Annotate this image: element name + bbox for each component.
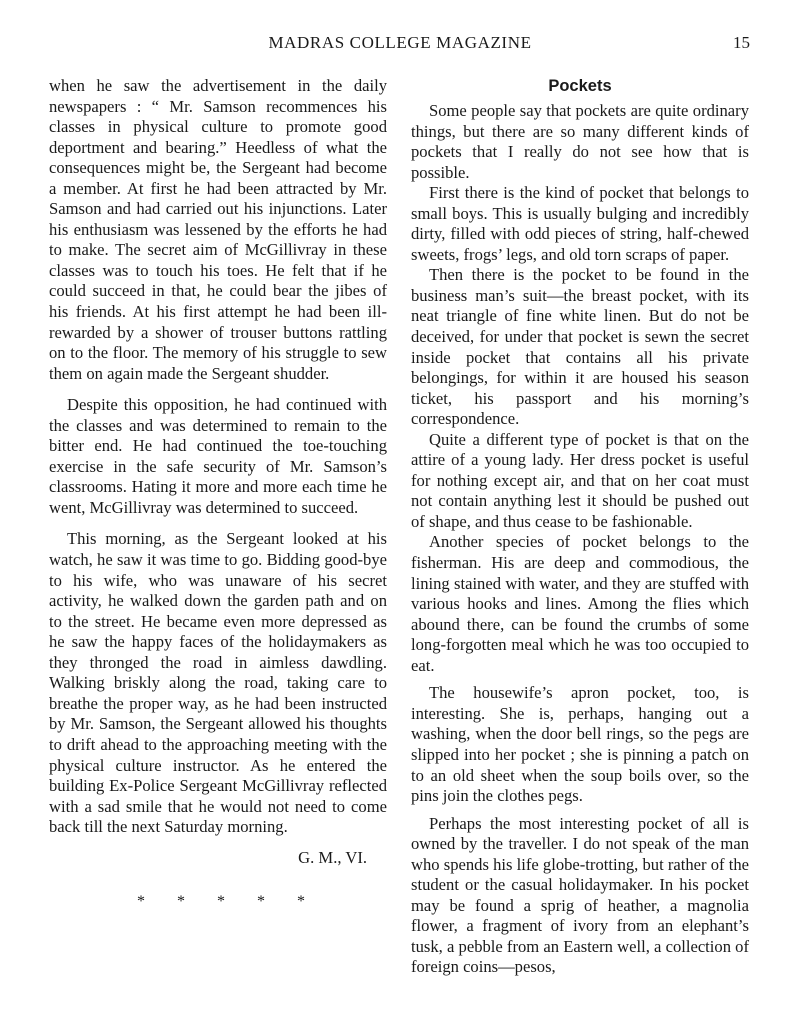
article-paragraph: The housewife’s apron pocket, too, is interesting. She is, perhaps, hanging out a washing, when the door bell rings, so the pegs are slipped into her pocket ; she is pinning a patch on to an old sheet when the soup boils over, so the pins join the clothes pegs. (411, 683, 749, 806)
left-column (49, 76, 387, 911)
article-paragraph: Then there is the pocket to be found in the business man’s suit—the breast pocket, with its neat triangle of fine white linen. But do not be deceived, for under that pocket is sewn the secret inside pocket that contains all his private belongings, for within it are housed his season ticket, his passport and his morning’s correspondence. (411, 265, 749, 429)
page-header (0, 33, 800, 57)
story-paragraph: Despite this opposition, he had continued with the classes and was determined to remain to the bitter end. He had continued the toe-touching exercise in the safe security of Mr. Samson’s classrooms. Hating it more and more each time he went, McGillivray was determined to succeed. (49, 395, 387, 517)
article-paragraph: First there is the kind of pocket that belongs to small boys. This is usually bulging and incredibly dirty, filled with odd pieces of string, half-chewed sweets, frogs’ legs, and old torn scraps of paper. (411, 183, 749, 264)
right-column (411, 76, 749, 978)
article-paragraph: Quite a different type of pocket is that on the attire of a young lady. Her dress pocket is useful for nothing except air, and that on her coat must not contain anything lest it should be pushed out of shape, and thus cease to be fashionable. (411, 429, 749, 531)
article-paragraph: Some people say that pockets are quite ordinary things, but there are so many different kinds of pockets that I really do not see how that is possible. (411, 101, 749, 182)
article-paragraph: Perhaps the most interesting pocket of all is owned by the traveller. I do not speak of the man who spends his life globe-trotting, but rather of the student or the casual holidaymaker. In his pocket may be found a sprig of heather, a magnolia flower, a fragment of ivory from an elephant’s tusk, a pebble from an Eastern well, a collection of foreign coins—pesos, (411, 813, 749, 977)
section-divider-asterisks: * * * * * (137, 892, 319, 910)
article-paragraph: Another species of pocket belongs to the fisherman. His are deep and commodious, the lining stained with water, and they are stuffed with various hooks and lines. Among the flies which abound there, can be found the crumbs of some long-forgotten meal which he was too occupied to eat. (411, 532, 749, 675)
magazine-title: MADRAS COLLEGE MAGAZINE (268, 33, 532, 52)
story-paragraph: when he saw the advertisement in the daily newspapers : “ Mr. Samson recommences his classes in physical culture to promote good deportment and bearing.” Heedless of what the consequences might be, the Sergeant had become a member. At first he had been attracted by Mr. Samson and had carried out his injunctions. Later his enthusiasm was lessened by the efforts he had to make. The secret aim of McGillivray in these classes was to touch his toes. He felt that if he could succeed in that, he could bear the jibes of his friends. At his first attempt he had been ill-rewarded by a shower of trouser buttons rattling on to the floor. The memory of his struggle to sew them on again made the Sergeant shudder. (49, 76, 387, 383)
article-title: Pockets (548, 77, 612, 95)
page-number: 15 (733, 33, 750, 52)
author-signature: G. M., VI. (298, 847, 367, 867)
story-paragraph: This morning, as the Sergeant looked at his watch, he saw it was time to go. Bidding good-bye to his wife, who was unaware of his secret activity, he walked down the garden path and on to the street. He became even more depressed as he saw the happy faces of the holidaymakers as they thronged the road in aimless dawdling. Walking briskly along the road, taking care to breathe the proper way, as he had been instructed by Mr. Samson, the Sergeant allowed his thoughts to drift ahead to the approaching meeting with the physical culture instructor. As he entered the building Ex-Police Sergeant McGillivray reflected with a sad smile that he would not need to come back till the next Saturday morning. (49, 529, 387, 837)
